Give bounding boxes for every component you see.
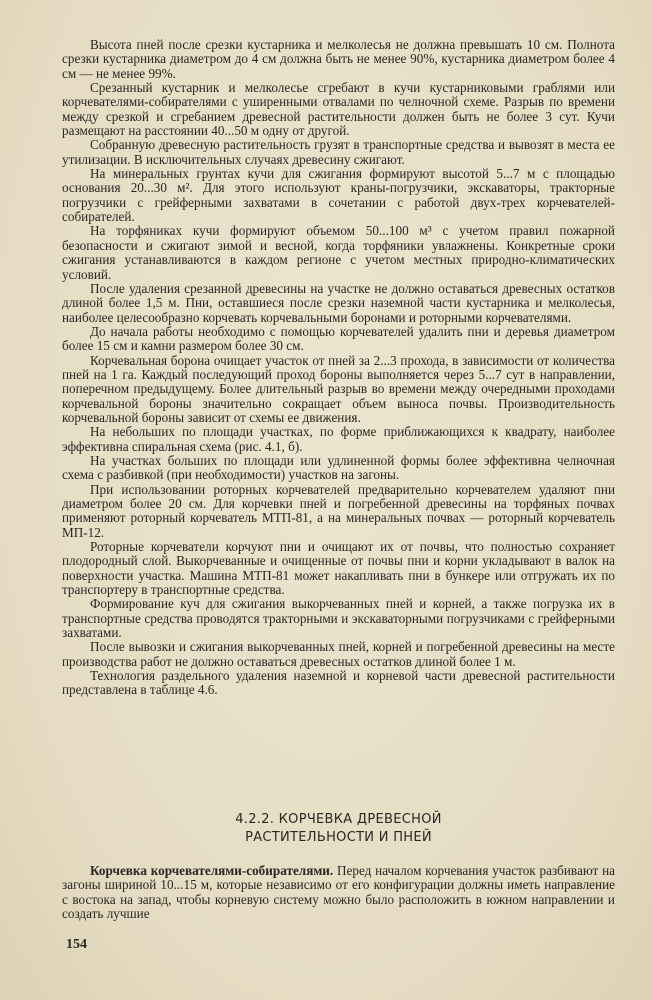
final-paragraph [62, 864, 615, 921]
paragraph: Формирование куч для сжигания выкорчеванных пней и корней, а также погрузка их в транспортные средства проводятся тракторными и экскаваторными погрузчиками с грейферными захватами. [62, 596, 615, 641]
paragraph: Технология раздельного удаления наземной и корневой части древесной растительности представлена в таблице 4.6. [62, 668, 615, 698]
section-heading-line-2: РАСТИТЕЛЬНОСТИ И ПНЕЙ [245, 830, 432, 845]
section-heading [62, 811, 615, 847]
paragraph: Срезанный кустарник и мелколесье сгребают в кучи кустарниковыми граблями или корчевателями-собирателями с уширенными отвалами по челночной схеме. Разрыв по времени между срезкой и сгребанием древесной растительности должен быть не более 3 сут. Кучи размещают на расстоянии 40...50 м одну от другой. [62, 80, 615, 139]
paragraph: Собранную древесную растительность грузят в транспортные средства и вывозят в места ее утилизации. В исключительных случаях древесину сжигают. [62, 137, 615, 167]
final-paragraph-block [62, 864, 615, 921]
paragraph: Корчевальная борона очищает участок от пней за 2...3 прохода, в зависимости от количества пней на 1 га. Каждый последующий проход бороны выполняется через 5...7 сут в направлении, поперечном предыдущему. Более длительный разрыв во времени между очередными проходами корчевальной бороны значительно сокращает объем выноса почвы. Производительность корчевальной бороны зависит от схемы ее движения. [62, 352, 615, 425]
paragraph: На участках больших по площади или удлиненной формы более эффективна челночная схема с разбивкой (при необходимости) участков на загоны. [62, 452, 615, 483]
final-paragraph-text: Перед началом корчевания участок разбивают на загоны шириной 10...15 м, которые независимо от его конфигурации должны иметь направление с востока на запад, чтобы корневую систему можно было расположить в южном направлении и создать лучшие [62, 863, 615, 922]
section-heading-line-1: 4.2.2. КОРЧЕВКА ДРЕВЕСНОЙ [235, 812, 442, 827]
paragraph: Высота пней после срезки кустарника и мелколесья не должна превышать 10 см. Полнота срезки кустарника диаметром до 4 см должна быть не менее 90%, кустарника диаметром более 4 см — не менее 99%. [62, 37, 615, 81]
paragraph: После вывозки и сжигания выкорчеванных пней, корней и погребенной древесины на месте производства работ не должно оставаться древесных остатков длиной более 1 м. [62, 639, 615, 669]
paragraph: До начала работы необходимо с помощью корчевателей удалить пни и деревья диаметром более 15 см и камни размером более 30 см. [62, 323, 615, 354]
run-in-heading: Корчевка корчевателями-собирателями. [90, 863, 334, 878]
paragraph: На небольших по площади участках, по форме приближающихся к квадрату, наиболее эффективна спиральная схема (рис. 4.1, б). [62, 424, 615, 454]
paragraph: На торфяниках кучи формируют объемом 50...100 м³ с учетом правил пожарной безопасности и сжигают зимой и весной, когда торфяники увлажнены. Конкретные сроки сжигания устанавливаются в каждом регионе с учетом местных природно-климатических условий. [62, 223, 615, 282]
page-number: 154 [66, 937, 87, 952]
paragraph: На минеральных грунтах кучи для сжигания формируют высотой 5...7 м с площадью основания 20...30 м². Для этого используют краны-погрузчики, экскаваторы, тракторные погрузчики с грейферными захватами в сочетании с работой двух-трех корчевателей-собирателей. [62, 166, 615, 225]
paragraph: Роторные корчеватели корчуют пни и очищают их от почвы, что полностью сохраняет плодородный слой. Выкорчеванные и очищенные от почвы пни и корни укладывают в валок на поверхности участка. Машина МТП-81 может накапливать пни в бункере или отгружать их по транспортеру в транспортные средства. [62, 539, 615, 598]
paragraph: После удаления срезанной древесины на участке не должно оставаться древесных остатков длиной более 1,5 м. Пни, оставшиеся после срезки наземной части кустарника и мелколесья, наиболее целесообразно корчевать корчевальными боронами и роторными корчевателями. [62, 280, 615, 325]
paragraph: При использовании роторных корчевателей предварительно корчевателем удаляют пни диаметром более 20 см. Для корчевки пней и погребенной древесины на торфяных почвах применяют роторный корчеватель МТП-81, а на минеральных почвах — роторный корчеватель МП-12. [62, 481, 615, 540]
body-text [62, 38, 615, 698]
